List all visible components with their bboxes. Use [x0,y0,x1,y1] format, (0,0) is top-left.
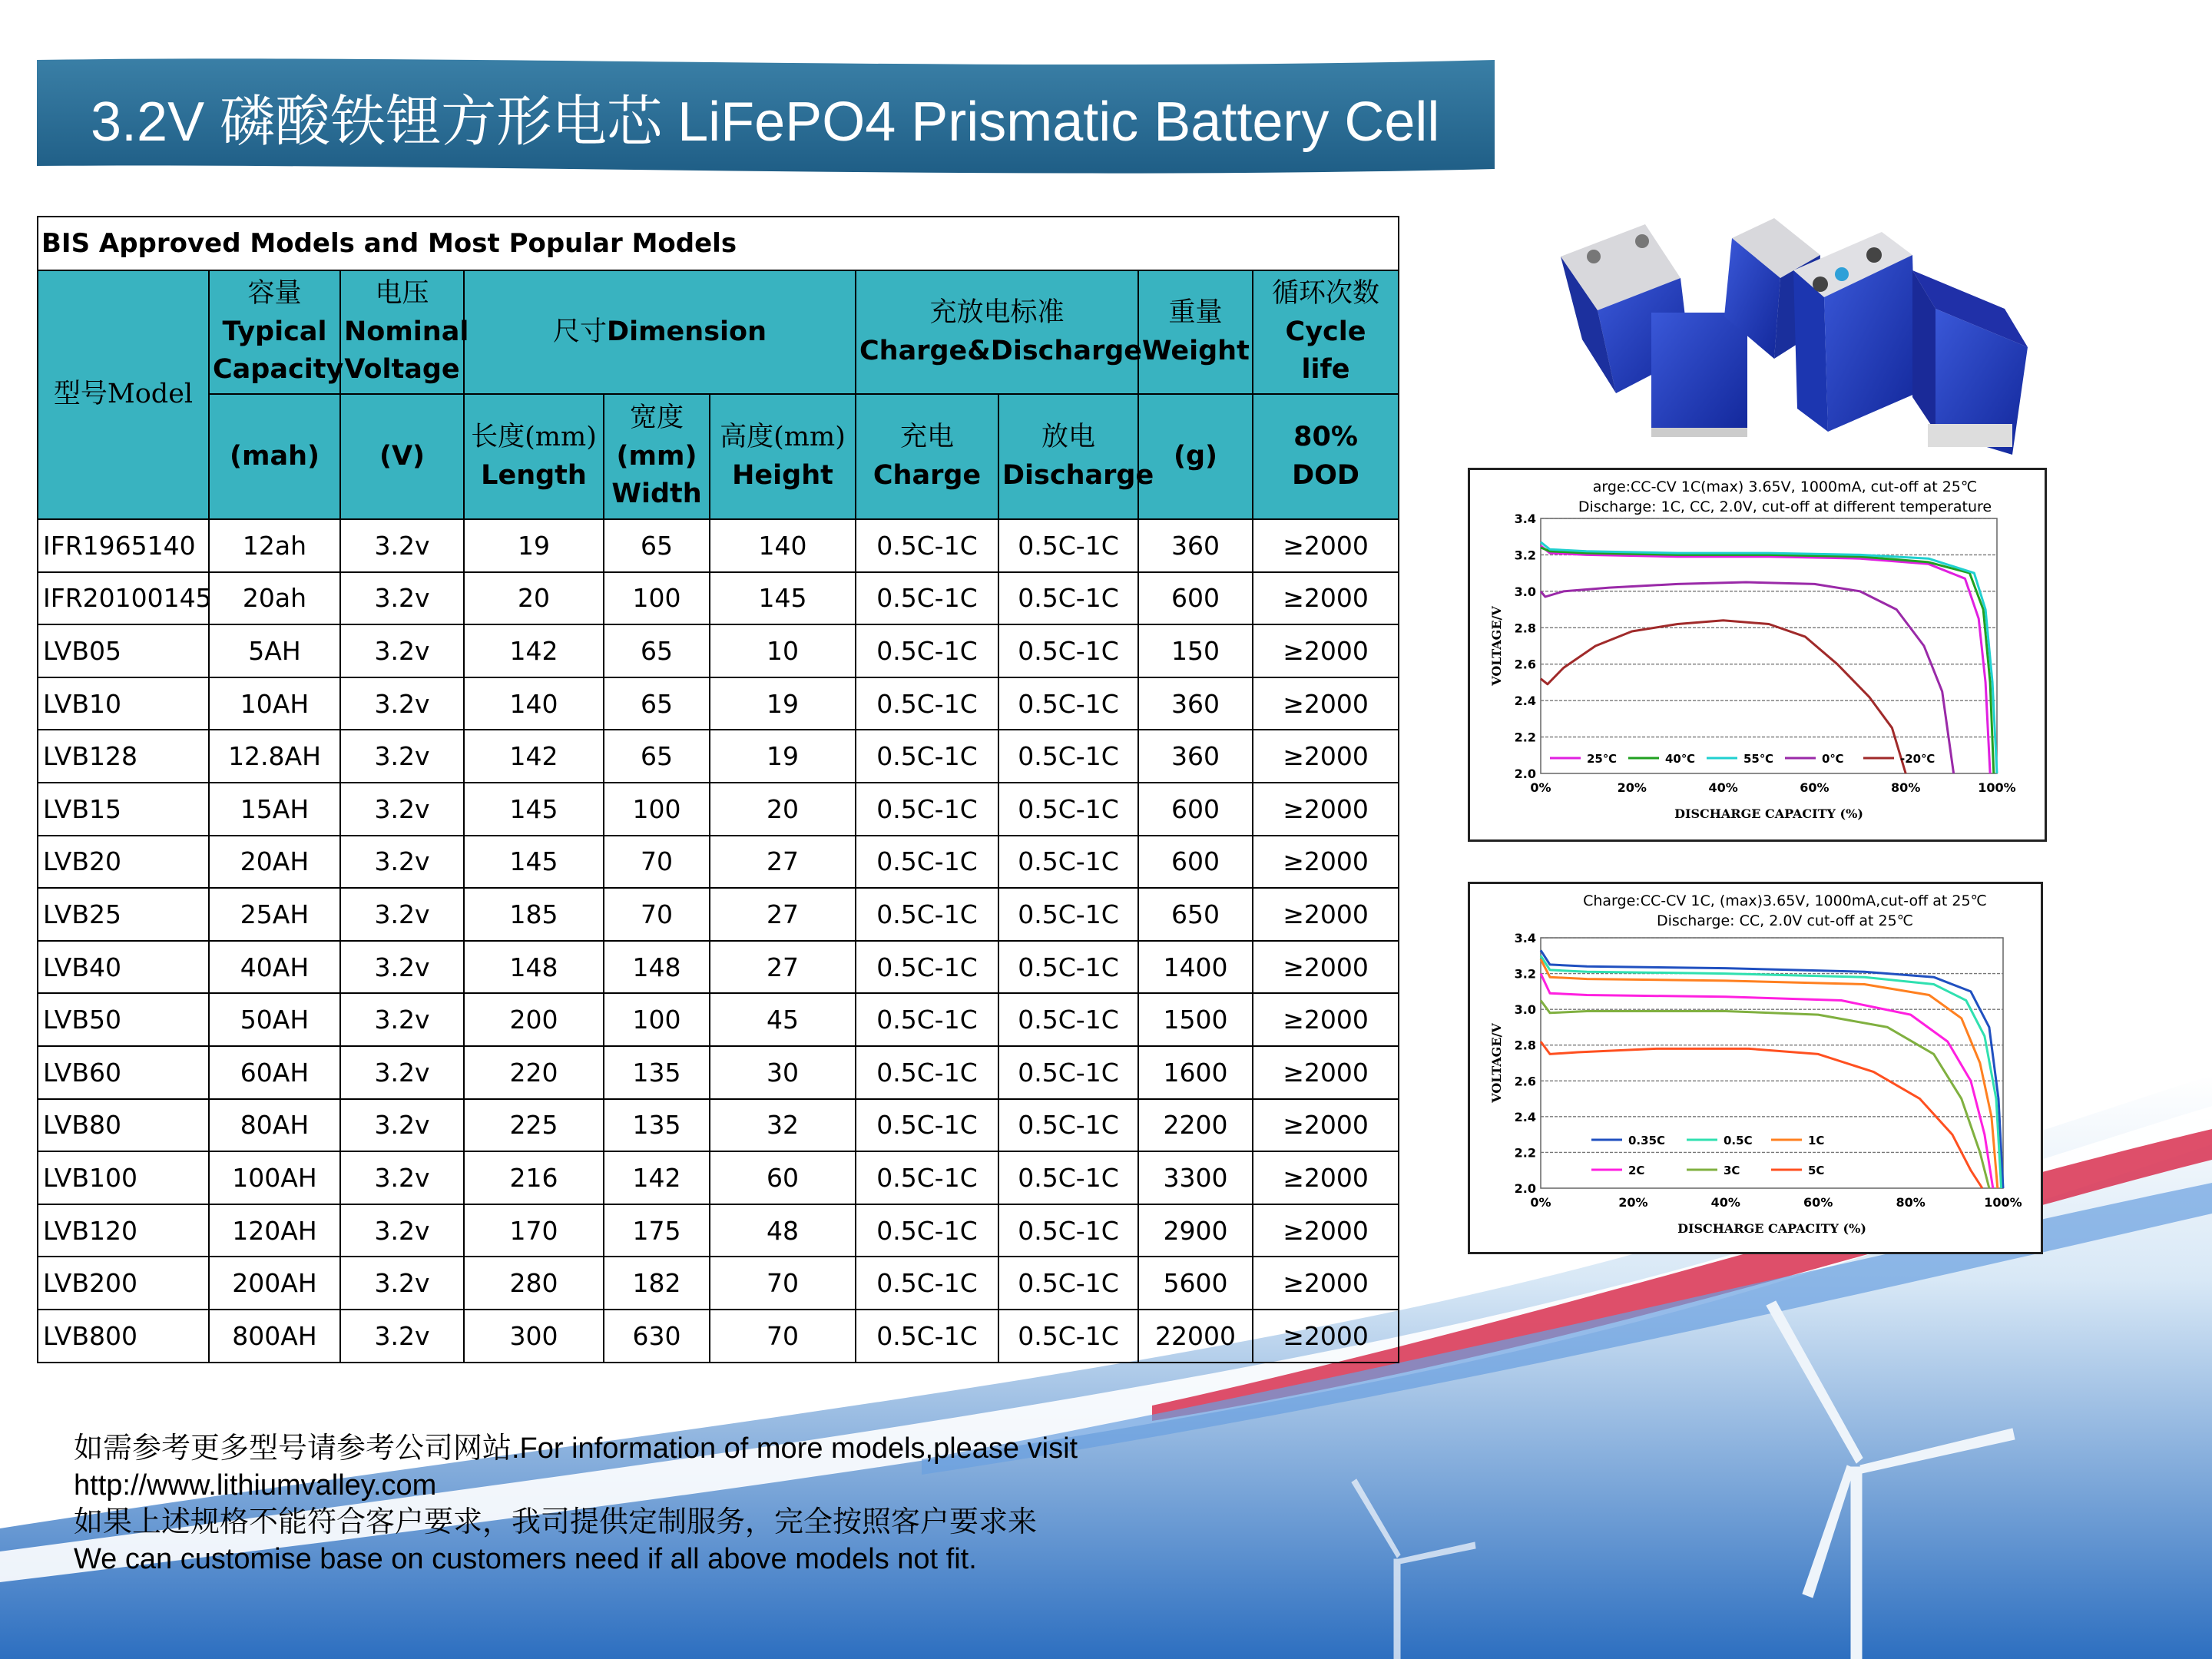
cell-width: 65 [604,624,710,677]
legend-label: 0.35C [1628,1134,1666,1147]
y-tick-label: 2.4 [1514,694,1536,709]
cell-width: 100 [604,783,710,836]
header-unit-voltage: (V) [340,394,464,519]
header-discharge: 放电 Discharge [998,394,1138,519]
cell-weight: 600 [1138,783,1253,836]
cell-voltage: 3.2v [340,624,464,677]
header-width: 宽度 (mm) Width [604,394,710,519]
cell-length: 220 [464,1046,604,1099]
series-line-4 [1541,621,1906,773]
series-line-1 [1541,955,2002,1188]
series-line-3 [1541,582,1954,773]
cell-charge: 0.5C-1C [856,836,998,889]
cell-height: 48 [710,1204,856,1257]
table-row [38,572,1399,625]
cell-width: 182 [604,1257,710,1310]
header-model: 型号Model [38,270,209,519]
legend-label: 40℃ [1665,752,1696,766]
cell-length: 148 [464,941,604,994]
cell-discharge: 0.5C-1C [998,624,1138,677]
y-axis-label: VOLTAGE/V [1489,1023,1504,1103]
cell-model: LVB15 [38,783,209,836]
cell-height: 10 [710,624,856,677]
cell-length: 142 [464,730,604,783]
chart-subtitle: Discharge: 1C, CC, 2.0V, cut-off at different temperature [1578,498,1992,515]
cell-model: LVB50 [38,993,209,1046]
chart-title: Charge:CC-CV 1C, (max)3.65V, 1000mA,cut-off at 25℃ [1583,892,1987,909]
cell-weight: 360 [1138,677,1253,730]
cell-charge: 0.5C-1C [856,993,998,1046]
header-dimension: 尺寸Dimension [464,270,856,394]
cell-weight: 360 [1138,730,1253,783]
cell-width: 65 [604,519,710,572]
table-row [38,888,1399,941]
cell-length: 216 [464,1151,604,1204]
cell-voltage: 3.2v [340,941,464,994]
cell-charge: 0.5C-1C [856,888,998,941]
cell-discharge: 0.5C-1C [998,888,1138,941]
cell-length: 20 [464,572,604,625]
x-tick-label: 60% [1800,780,1830,795]
table-row [38,519,1399,572]
cell-cycle-life: ≥2000 [1253,1046,1399,1099]
cell-cycle-life: ≥2000 [1253,519,1399,572]
cell-length: 145 [464,836,604,889]
cell-voltage: 3.2v [340,1151,464,1204]
cell-width: 175 [604,1204,710,1257]
page-title: 3.2V 磷酸铁锂方形电芯 LiFePO4 Prismatic Battery Cell [91,91,1440,153]
cell-length: 140 [464,677,604,730]
cell-height: 27 [710,888,856,941]
cell-model: LVB800 [38,1310,209,1363]
cell-weight: 1600 [1138,1046,1253,1099]
cell-model: LVB128 [38,730,209,783]
cell-weight: 600 [1138,836,1253,889]
cell-model: LVB100 [38,1151,209,1204]
cell-capacity: 100AH [209,1151,340,1204]
spec-table [37,216,1399,1363]
cell-height: 30 [710,1046,856,1099]
series-line-0 [1541,546,1990,773]
cell-length: 19 [464,519,604,572]
header-unit-weight: (g) [1138,394,1253,519]
cell-capacity: 40AH [209,941,340,994]
header-unit-cycle: 80% DOD [1253,394,1399,519]
cell-model: IFR1965140 [38,519,209,572]
temperature-discharge-chart [1468,468,2047,842]
cell-capacity: 10AH [209,677,340,730]
header-length: 长度(mm) Length [464,394,604,519]
footer-notes [74,1430,1078,1578]
cell-voltage: 3.2v [340,888,464,941]
cell-cycle-life: ≥2000 [1253,1257,1399,1310]
y-tick-label: 2.8 [1514,1038,1536,1053]
cell-voltage: 3.2v [340,836,464,889]
cell-length: 185 [464,888,604,941]
series-line-5 [1541,1041,1982,1188]
cell-voltage: 3.2v [340,572,464,625]
y-tick-label: 2.0 [1514,1181,1536,1196]
y-tick-label: 2.6 [1514,657,1536,672]
cell-height: 27 [710,941,856,994]
cell-length: 225 [464,1099,604,1152]
footer-line-custom-zh: 如果上述规格不能符合客户要求，我司提供定制服务，完全按照客户要求来 [74,1506,1038,1538]
cell-height: 145 [710,572,856,625]
cell-voltage: 3.2v [340,677,464,730]
legend-label: 55℃ [1743,752,1774,766]
cell-height: 45 [710,993,856,1046]
cell-discharge: 0.5C-1C [998,572,1138,625]
cell-charge: 0.5C-1C [856,1310,998,1363]
cell-voltage: 3.2v [340,730,464,783]
cell-weight: 3300 [1138,1151,1253,1204]
legend-label: 0℃ [1822,752,1844,766]
legend-label: -20℃ [1900,752,1936,766]
cell-voltage: 3.2v [340,783,464,836]
table-caption: BIS Approved Models and Most Popular Models [38,217,1399,270]
cell-charge: 0.5C-1C [856,1099,998,1152]
cell-discharge: 0.5C-1C [998,1099,1138,1152]
y-tick-label: 2.2 [1514,1145,1536,1161]
table-row [38,1204,1399,1257]
y-tick-label: 2.0 [1514,767,1536,781]
table-row [38,677,1399,730]
cell-capacity: 25AH [209,888,340,941]
cell-charge: 0.5C-1C [856,783,998,836]
cell-voltage: 3.2v [340,1099,464,1152]
cell-charge: 0.5C-1C [856,572,998,625]
cell-cycle-life: ≥2000 [1253,1310,1399,1363]
cell-height: 70 [710,1257,856,1310]
y-tick-label: 3.2 [1514,548,1536,563]
cell-width: 70 [604,836,710,889]
cell-length: 200 [464,993,604,1046]
temperature-discharge-chart-svg [1470,470,2045,839]
table-row [38,993,1399,1046]
x-tick-label: 80% [1891,780,1921,795]
cell-cycle-life: ≥2000 [1253,677,1399,730]
battery-cell-icon [1912,270,2028,455]
y-tick-label: 2.2 [1514,730,1536,745]
cell-length: 142 [464,624,604,677]
cell-model: LVB80 [38,1099,209,1152]
cell-voltage: 3.2v [340,1257,464,1310]
battery-cell-icon [1651,313,1747,437]
cell-model: LVB40 [38,941,209,994]
rate-discharge-chart-svg [1470,884,2041,1252]
product-photo [1551,201,2189,470]
table-row [38,941,1399,994]
cell-width: 135 [604,1046,710,1099]
cell-model: LVB60 [38,1046,209,1099]
cell-width: 65 [604,677,710,730]
y-tick-label: 3.2 [1514,966,1536,982]
cell-weight: 600 [1138,572,1253,625]
legend-label: 1C [1808,1134,1825,1147]
cell-cycle-life: ≥2000 [1253,572,1399,625]
cell-width: 135 [604,1099,710,1152]
cell-discharge: 0.5C-1C [998,941,1138,994]
table-row [38,1099,1399,1152]
x-tick-label: 20% [1617,780,1647,795]
cell-model: IFR20100145 [38,572,209,625]
cell-capacity: 200AH [209,1257,340,1310]
cell-height: 70 [710,1310,856,1363]
footer-line-custom-en: We can customise base on customers need if all above models not fit. [74,1543,977,1575]
cell-charge: 0.5C-1C [856,1204,998,1257]
cell-cycle-life: ≥2000 [1253,1151,1399,1204]
cell-capacity: 12ah [209,519,340,572]
header-cycle-life: 循环次数 Cycle life [1253,270,1399,394]
legend-label: 0.5C [1724,1134,1753,1147]
table-row [38,1310,1399,1363]
cell-weight: 5600 [1138,1257,1253,1310]
cell-width: 70 [604,888,710,941]
cell-width: 142 [604,1151,710,1204]
cell-discharge: 0.5C-1C [998,783,1138,836]
y-tick-label: 3.4 [1514,512,1536,526]
cell-discharge: 0.5C-1C [998,993,1138,1046]
cell-cycle-life: ≥2000 [1253,888,1399,941]
cell-charge: 0.5C-1C [856,1151,998,1204]
table-row [38,1046,1399,1099]
cell-weight: 360 [1138,519,1253,572]
x-tick-label: 40% [1708,780,1738,795]
cell-cycle-life: ≥2000 [1253,993,1399,1046]
y-tick-label: 2.6 [1514,1074,1536,1089]
cell-width: 630 [604,1310,710,1363]
x-axis-label: DISCHARGE CAPACITY (%) [1674,806,1863,821]
header-height: 高度(mm) Height [710,394,856,519]
x-axis-label: DISCHARGE CAPACITY (%) [1677,1221,1866,1236]
cell-voltage: 3.2v [340,1310,464,1363]
cell-height: 19 [710,730,856,783]
cell-charge: 0.5C-1C [856,519,998,572]
cell-discharge: 0.5C-1C [998,1204,1138,1257]
cell-capacity: 50AH [209,993,340,1046]
cell-weight: 2900 [1138,1204,1253,1257]
cell-charge: 0.5C-1C [856,677,998,730]
cell-capacity: 20ah [209,572,340,625]
cell-charge: 0.5C-1C [856,941,998,994]
table-row [38,730,1399,783]
cell-height: 32 [710,1099,856,1152]
cell-width: 100 [604,572,710,625]
cell-cycle-life: ≥2000 [1253,624,1399,677]
x-tick-label: 60% [1803,1195,1833,1210]
cell-height: 19 [710,677,856,730]
cell-weight: 22000 [1138,1310,1253,1363]
cell-capacity: 20AH [209,836,340,889]
x-tick-label: 80% [1896,1195,1926,1210]
header-charge: 充电 Charge [856,394,998,519]
cell-discharge: 0.5C-1C [998,730,1138,783]
table-row [38,1257,1399,1310]
chart-title: arge:CC-CV 1C(max) 3.65V, 1000mA, cut-off at 25℃ [1592,478,1978,495]
y-tick-label: 3.0 [1514,1002,1536,1018]
legend-label: 25℃ [1587,752,1618,766]
cell-length: 145 [464,783,604,836]
table-row [38,624,1399,677]
footer-line-more-models: 如需参考更多型号请参考公司网站.For information of more models,please visit [74,1432,1078,1465]
legend-label: 3C [1724,1164,1740,1177]
cell-model: LVB120 [38,1204,209,1257]
cell-height: 140 [710,519,856,572]
table-row [38,1151,1399,1204]
cell-cycle-life: ≥2000 [1253,730,1399,783]
cell-width: 148 [604,941,710,994]
cell-voltage: 3.2v [340,1046,464,1099]
y-tick-label: 2.4 [1514,1109,1536,1124]
cell-discharge: 0.5C-1C [998,1046,1138,1099]
cell-capacity: 15AH [209,783,340,836]
cell-cycle-life: ≥2000 [1253,1099,1399,1152]
x-tick-label: 0% [1530,1195,1551,1210]
cell-width: 100 [604,993,710,1046]
cell-discharge: 0.5C-1C [998,1310,1138,1363]
cell-capacity: 800AH [209,1310,340,1363]
cell-weight: 150 [1138,624,1253,677]
cell-length: 280 [464,1257,604,1310]
x-tick-label: 100% [1978,780,2016,795]
x-tick-label: 0% [1530,780,1551,795]
header-capacity: 容量 Typical Capacity [209,270,340,394]
cell-length: 170 [464,1204,604,1257]
cell-capacity: 80AH [209,1099,340,1152]
series-line-4 [1541,1001,1989,1189]
chart-subtitle: Discharge: CC, 2.0V cut-off at 25℃ [1656,912,1914,929]
cell-height: 27 [710,836,856,889]
cell-weight: 1400 [1138,941,1253,994]
cell-height: 60 [710,1151,856,1204]
y-tick-label: 3.0 [1514,584,1536,599]
table-row [38,783,1399,836]
y-tick-label: 2.8 [1514,621,1536,636]
cell-charge: 0.5C-1C [856,730,998,783]
cell-discharge: 0.5C-1C [998,677,1138,730]
website-link[interactable]: http://www.lithiumvalley.com [74,1469,437,1502]
cell-model: LVB10 [38,677,209,730]
cell-weight: 1500 [1138,993,1253,1046]
x-tick-label: 40% [1710,1195,1740,1210]
cell-discharge: 0.5C-1C [998,1257,1138,1310]
header-weight: 重量 Weight [1138,270,1253,394]
cell-model: LVB20 [38,836,209,889]
cell-height: 20 [710,783,856,836]
cell-length: 300 [464,1310,604,1363]
header-voltage: 电压 Nominal Voltage [340,270,464,394]
rate-discharge-chart [1468,882,2043,1254]
cell-capacity: 120AH [209,1204,340,1257]
cell-cycle-life: ≥2000 [1253,1204,1399,1257]
cell-voltage: 3.2v [340,1204,464,1257]
cell-capacity: 60AH [209,1046,340,1099]
cell-discharge: 0.5C-1C [998,836,1138,889]
cell-cycle-life: ≥2000 [1253,836,1399,889]
cell-model: LVB05 [38,624,209,677]
y-tick-label: 3.4 [1514,931,1536,945]
cell-weight: 2200 [1138,1099,1253,1152]
cell-charge: 0.5C-1C [856,624,998,677]
cell-voltage: 3.2v [340,993,464,1046]
series-line-2 [1541,959,1998,1188]
legend-label: 2C [1628,1164,1645,1177]
cell-cycle-life: ≥2000 [1253,783,1399,836]
x-tick-label: 20% [1618,1195,1648,1210]
header-unit-capacity: (mah) [209,394,340,519]
x-tick-label: 100% [1984,1195,2022,1210]
table-row [38,836,1399,889]
cell-discharge: 0.5C-1C [998,1151,1138,1204]
cell-model: LVB25 [38,888,209,941]
header-charge-discharge: 充放电标准 Charge&Discharge [856,270,1138,394]
series-line-1 [1541,548,1994,773]
cell-charge: 0.5C-1C [856,1257,998,1310]
cell-voltage: 3.2v [340,519,464,572]
cell-width: 65 [604,730,710,783]
cell-model: LVB200 [38,1257,209,1310]
cell-discharge: 0.5C-1C [998,519,1138,572]
cell-cycle-life: ≥2000 [1253,941,1399,994]
y-axis-label: VOLTAGE/V [1489,606,1504,686]
cell-charge: 0.5C-1C [856,1046,998,1099]
cell-weight: 650 [1138,888,1253,941]
legend-label: 5C [1808,1164,1825,1177]
cell-capacity: 5AH [209,624,340,677]
cell-capacity: 12.8AH [209,730,340,783]
